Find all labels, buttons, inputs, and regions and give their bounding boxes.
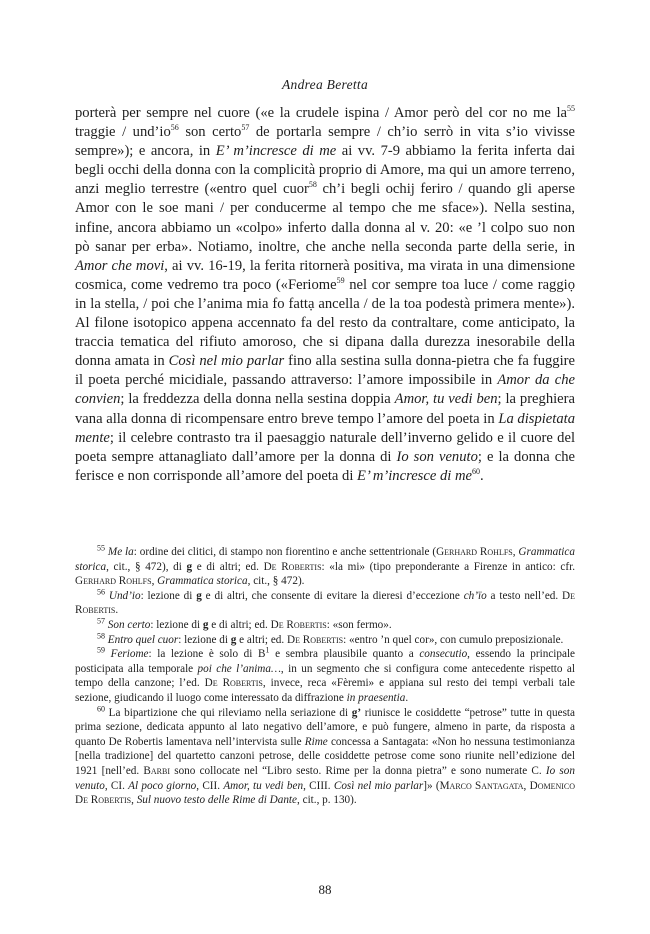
footnote-60: $^{60}$ La bipartizione che qui rileviamo nella seriazione di g’ riunisce le cosiddette “petrose” tutte in questa prima sezione, dedicata appunto al lato negativo dell’amore, e può fungere, almeno in parte, da risposta a quanto De Robertis lamentava nell’intervista sulle Rime concessa a Santagata: «Non ho nessuna testimonianza [nella tradizione] del quartetto canzoni petrose, delle cosiddette petrose come sono riunite nell’edizione del 1921 [nell’ed. Barbi sono collocate nel “Libro sesto. Rime per la donna pietra” e sono numerate C. Io son venuto, CI. Al poco giorno, CII. Amor, tu vedi ben, CIII. Così nel mio parlar]» (Marco Santagata, Domenico De Robertis, Sul nuovo testo delle Rime di Dante, cit., p. 130). — [75, 703, 576, 807]
footnote-ref-60[interactable]: 60 — [471, 466, 480, 476]
footnote-number: 55 — [97, 543, 105, 553]
footnote-number: 60 — [97, 703, 105, 713]
footnotes — [75, 545, 575, 808]
page-number: 88 — [318, 882, 332, 897]
footnote-55: $^{55}$ Me la: ordine dei clitici, di stampo non fiorentino e anche settentrionale (Gerhard Rohlfs, Grammatica storica, cit., § 472), di g e di altri; ed. De Robertis: «la mi» (tipo preponderante a Firenze in antico: cfr. Gerhard Rohlfs, Grammatica storica, cit., § 472). — [75, 543, 575, 588]
footnote-number: 57 — [97, 616, 105, 626]
footnote-59: $^{59}$ Feriome: la lezione è solo di B$^1$ e sembra plausibile quanto a consecutio, essendo la principale posticipata alla temporale poi che l’anima…, in un segmento che si configura come antecedente rispetto al tempo della canzone; l’ed. De Robertis, invece, reca «Fèremi» e appiana sul resto dei tempi verbali tale sezione, giudicando il luogo come interessato da diffrazione in praesentia. — [75, 645, 576, 704]
work-title: Amor, tu vedi ben — [394, 391, 498, 408]
footnote-ref-57[interactable]: 57 — [241, 123, 250, 133]
footnote-ref-55[interactable]: 55 — [567, 104, 575, 114]
work-title: Così nel mio parlar — [168, 353, 285, 370]
work-title: Amor che movi — [75, 257, 165, 274]
work-title: La dispietata mente — [75, 410, 575, 446]
main-text — [75, 104, 575, 486]
running-header: Andrea Beretta — [281, 77, 369, 92]
footnote-57: $^{57}$ Son certo: lezione di g e di altri; ed. De Robertis: «son fermo». — [97, 616, 392, 631]
body-paragraph: porterà per sempre nel cuore («e la crudele ispina / Amor però del cor no me la$^{55}$ traggie / und’io$^{56}$ son certo$^{57}$ de portarla sempre / ch’io serrò in vita s’io vivisse sempre»); e ancora, in E’ m’incresce di me ai vv. 7-9 abbiamo la ferita inferta dai begli occhi della donna con la complicità proprio di Amore, ma qui un amore terreno, anzi meglio terrestre («entro quel cuor$^{58}$ ch’i begli ochij feriro / quando gli aperse Amor con le soe mani / per conducerme al tempo che me sface»). Nella sestina, infine, ancora abbiamo un «colpo» inferto dalla donna al v. 20: «e ’l colpo suo non pò sanar per erba». Notiamo, inoltre, che anche nella seconda parte della serie, in Amor che movi, ai vv. 16-19, la ferita ritornerà positiva, ma virata in una dimensione cosmica, come vedremo tra poco («Feriome$^{59}$ nel cor sempre toa luce / come raggiọ in la stella, / poi che l’anima mia fo fattạ ancella / de la toa podestà primera mente»). Al filone isotopico appena accennato fa del resto da contraltare, come anticipato, la traccia tematica del rifiuto amoroso, che si dipana dalla durezza inesorabile della donna amata in Così nel mio parlar fino alla sestina sulla donna-pietra che fa fuggire il poeta perché micidiale, passando attraverso: l’amore impossibile in Amor da che convien; la freddezza della donna nella sestina doppia Amor, tu vedi ben; la preghiera vana alla donna di ricompensare entro breve tempo l’amore del poeta in La dispietata mente; il celebre contrasto tra il paesaggio naturale dell’inverno gelido e il cuore del poeta sempre attanagliato dall’amore per la donna di Io son venuto; e la donna che ferisce e non corrisponde all’amore del poeta di E’ m’incresce di me$^{60}$. — [75, 104, 576, 484]
work-title: Io son venuto — [396, 448, 478, 465]
footnote-ref-58[interactable]: 58 — [308, 180, 317, 190]
work-title: E’ m’incresce di me — [357, 467, 472, 484]
work-title: E’ m’incresce di me — [215, 143, 337, 160]
footnote-number: 59 — [97, 645, 105, 655]
footnote-number: 58 — [97, 630, 105, 640]
footnote-58: $^{58}$ Entro quel cuor: lezione di g e altri; ed. De Robertis: «entro ’n quel cor», con cumulo preposizionale. — [97, 630, 564, 646]
footnote-56: $^{56}$ Und’io: lezione di g e di altri, che consente di evitare la dieresi d’eccezione ch’ïo a testo nell’ed. De Robertis. — [75, 587, 576, 617]
footnote-ref-59[interactable]: 59 — [336, 275, 345, 285]
footnote-ref-56[interactable]: 56 — [170, 123, 179, 133]
footnote-number: 56 — [97, 587, 105, 597]
work-title: Amor da che convien — [75, 372, 575, 408]
